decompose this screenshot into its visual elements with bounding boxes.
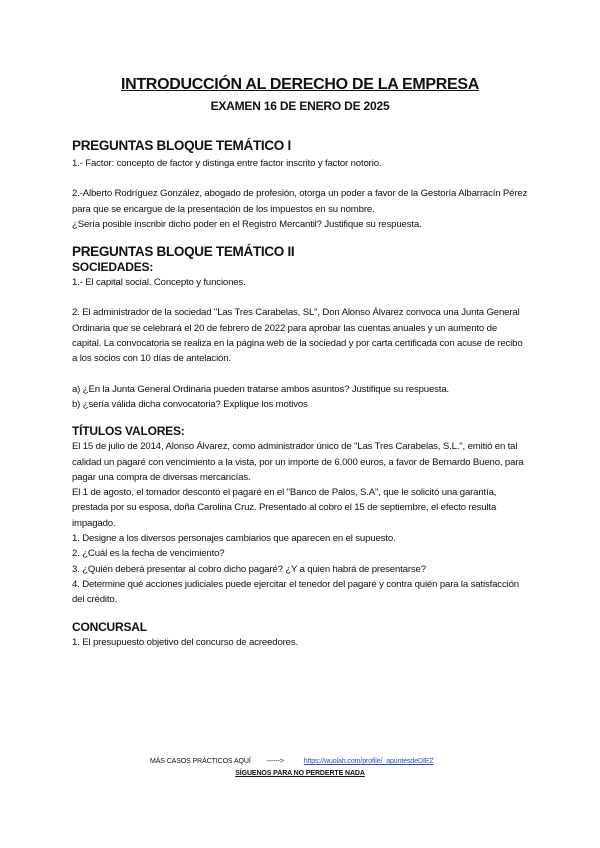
footer-more-cases [150, 758, 470, 765]
exam-date-subtitle: EXAMEN 16 DE ENERO DE 2025 [210, 99, 390, 113]
sociedades-question-1: 1.- El capital social. Concepto y funciones. [72, 277, 246, 289]
sociedades-subquestion-a: a) ¿En la Junta General Ordinaria pueden tratarse ambos asuntos? Justifique su respuesta. [72, 383, 450, 395]
text-line: 2. El administrador de la sociedad "Las Tres Carabelas, SL", Don Alonso Álvarez convoca una Junta General [72, 307, 520, 319]
bloque-1-question-1: 1.- Factor: concepto de factor y distinga entre factor inscrito y factor notorio. [72, 158, 382, 169]
text-line: impagado. [72, 517, 116, 529]
text-line: calidad un pagaré con vencimiento a la vista, por un importe de 6.000 euros, a favor de Bernardo Bueno, para [72, 456, 524, 468]
profile-link[interactable]: https://wuolah.com/profile/_apuntesdeDIEZ [303, 758, 434, 765]
text-line: prestada por su esposa, doña Carolina Cruz. Presentado al cobro el 15 de septiembre, el efecto resulta [72, 502, 497, 514]
text-line: para que se encargue de la presentación de los impuestos en su nombre. [72, 203, 375, 215]
sociedades-heading: SOCIEDADES: [72, 260, 154, 275]
sociedades-question-2 [72, 305, 532, 366]
titulos-valores-heading: TÍTULOS VALORES: [72, 424, 185, 439]
concursal-heading: CONCURSAL [72, 619, 147, 634]
text-line: El 1 de agosto, el tomador descontó el pagaré en el "Banco de Palos, S.A", que le solicitó una garantía, [72, 487, 497, 499]
bloque-1-heading: PREGUNTAS BLOQUE TEMÁTICO I [72, 138, 291, 153]
arrow-text: ------> [266, 758, 284, 765]
sociedades-subquestion-b: b) ¿sería válida dicha convocatoria? Explique los motivos [72, 398, 308, 410]
text-line: capital. La convocatoria se realiza en la página web de la sociedad y por carta certificada con acuse de recibo [72, 338, 523, 350]
text-line: 3. ¿Quién deberá presentar al cobro dicho pagaré? ¿Y a quien habrá de presentarse? [72, 563, 426, 575]
footer-label: MÁS CASOS PRÁCTICOS AQUÍ [150, 758, 251, 765]
text-line: Ordinaria que se celebrará el 20 de febrero de 2022 para aprobar las cuentas anuales y un aumento de [72, 322, 498, 334]
document-title: INTRODUCCIÓN AL DERECHO DE LA EMPRESA [120, 76, 480, 93]
text-line: ¿Sería posible inscribir dicho poder en el Registro Mercantil? Justifique su respuesta. [72, 218, 422, 230]
titulos-valores-case [72, 439, 532, 607]
follow-us-text: SÍGUENOS PARA NO PERDERTE NADA [235, 770, 365, 777]
text-line: 2. ¿Cuál es la fecha de vencimiento? [72, 548, 225, 560]
text-line: El 15 de julio de 2014, Alonso Álvarez, como administrador único de "Las Tres Carabelas, S.L.", emitió en tal [72, 441, 518, 453]
text-line: pagar una compra de diversas mercancías. [72, 471, 251, 483]
bloque-1-question-2 [72, 186, 532, 232]
text-line: a los socios con 10 días de antelación. [72, 353, 231, 365]
text-line: 4. Determine qué acciones judiciales puede ejercitar el tenedor del pagaré y contra quién para la satisfacción [72, 578, 519, 590]
concursal-question-1: 1. El presupuesto objetivo del concurso de acreedores. [72, 636, 299, 648]
bloque-2-heading: PREGUNTAS BLOQUE TEMÁTICO II [72, 244, 295, 260]
text-line: del crédito. [72, 594, 118, 606]
document-body [72, 138, 532, 650]
text-line: 2.-Alberto Rodríguez González, abogado de profesión, otorga un poder a favor de la Gestoría Albarracín Pérez [72, 188, 528, 200]
text-line: 1. Designe a los diversos personajes cambiarios que aparecen en el supuesto. [72, 533, 396, 545]
